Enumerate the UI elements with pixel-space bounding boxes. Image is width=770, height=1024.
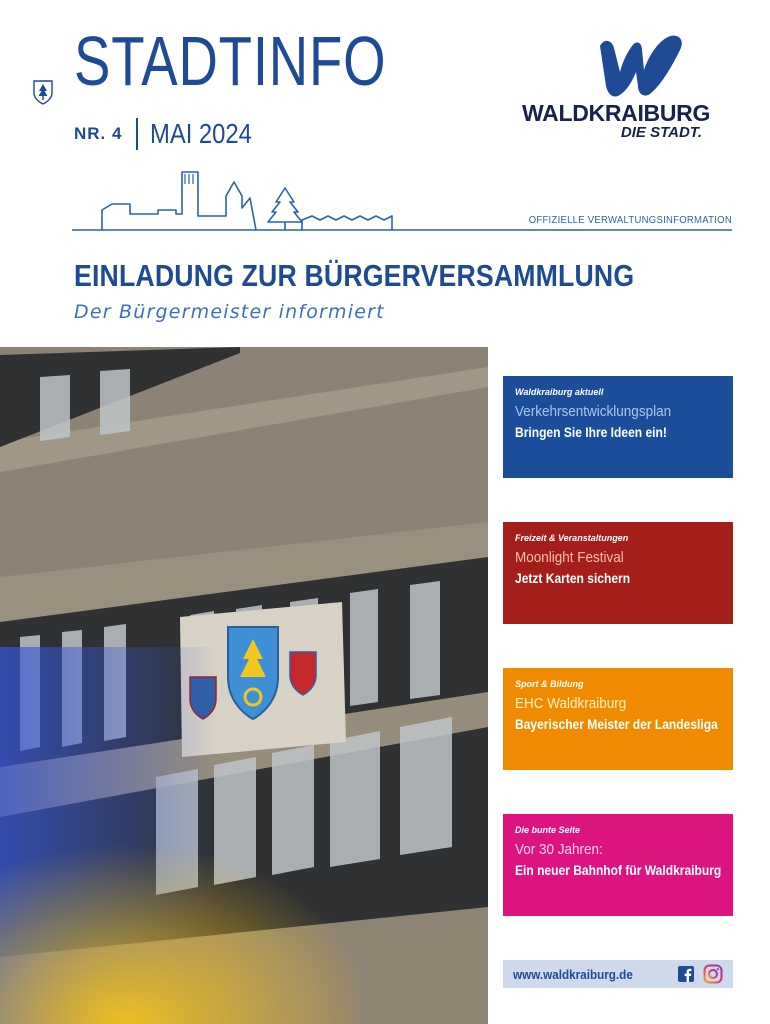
- card-kicker: Waldkraiburg aktuell: [515, 387, 604, 397]
- brand-name: WALDKRAIBURG: [522, 100, 711, 126]
- city-crest-icon: [32, 78, 54, 106]
- facebook-icon[interactable]: [678, 966, 694, 982]
- publication-title: STADTINFO: [74, 22, 387, 100]
- card-title: EHC Waldkraiburg: [515, 695, 627, 712]
- teaser-card-traffic[interactable]: [503, 376, 733, 478]
- town-hall-photo: [0, 347, 488, 1024]
- official-note: OFFIZIELLE VERWALTUNGSINFORMATION: [528, 215, 732, 226]
- w-logo-icon: [596, 34, 686, 98]
- card-kicker: Sport & Bildung: [515, 679, 584, 689]
- footer-bar: [503, 960, 733, 988]
- card-title: Vor 30 Jahren:: [515, 841, 603, 858]
- card-title: Verkehrsentwicklungsplan: [515, 403, 672, 420]
- card-text: Jetzt Karten sichern: [515, 570, 631, 586]
- issue-info: [74, 116, 270, 152]
- main-subheadline: Der Bürgermeister informiert: [74, 301, 385, 323]
- teaser-card-sport[interactable]: [503, 668, 733, 770]
- teaser-card-history[interactable]: [503, 814, 733, 916]
- card-title: Moonlight Festival: [515, 549, 624, 566]
- brand-logo-block: [520, 34, 738, 142]
- brand-tagline: DIE STADT.: [620, 124, 702, 141]
- teaser-card-festival[interactable]: [503, 522, 733, 624]
- issue-date: MAI 2024: [150, 118, 253, 149]
- card-text: Bayerischer Meister der Landesliga: [515, 716, 718, 732]
- card-text: Bringen Sie Ihre Ideen ein!: [515, 424, 667, 440]
- issue-number: NR. 4: [74, 124, 123, 143]
- card-kicker: Die bunte Seite: [515, 825, 581, 835]
- main-headline: EINLADUNG ZUR BÜRGERVERSAMMLUNG: [74, 258, 635, 293]
- card-kicker: Freizeit & Veranstaltungen: [515, 533, 629, 543]
- website-link[interactable]: www.waldkraiburg.de: [513, 966, 633, 982]
- instagram-icon[interactable]: [703, 964, 723, 984]
- card-text: Ein neuer Bahnhof für Waldkraiburg: [515, 862, 722, 878]
- issue-divider: [136, 118, 138, 150]
